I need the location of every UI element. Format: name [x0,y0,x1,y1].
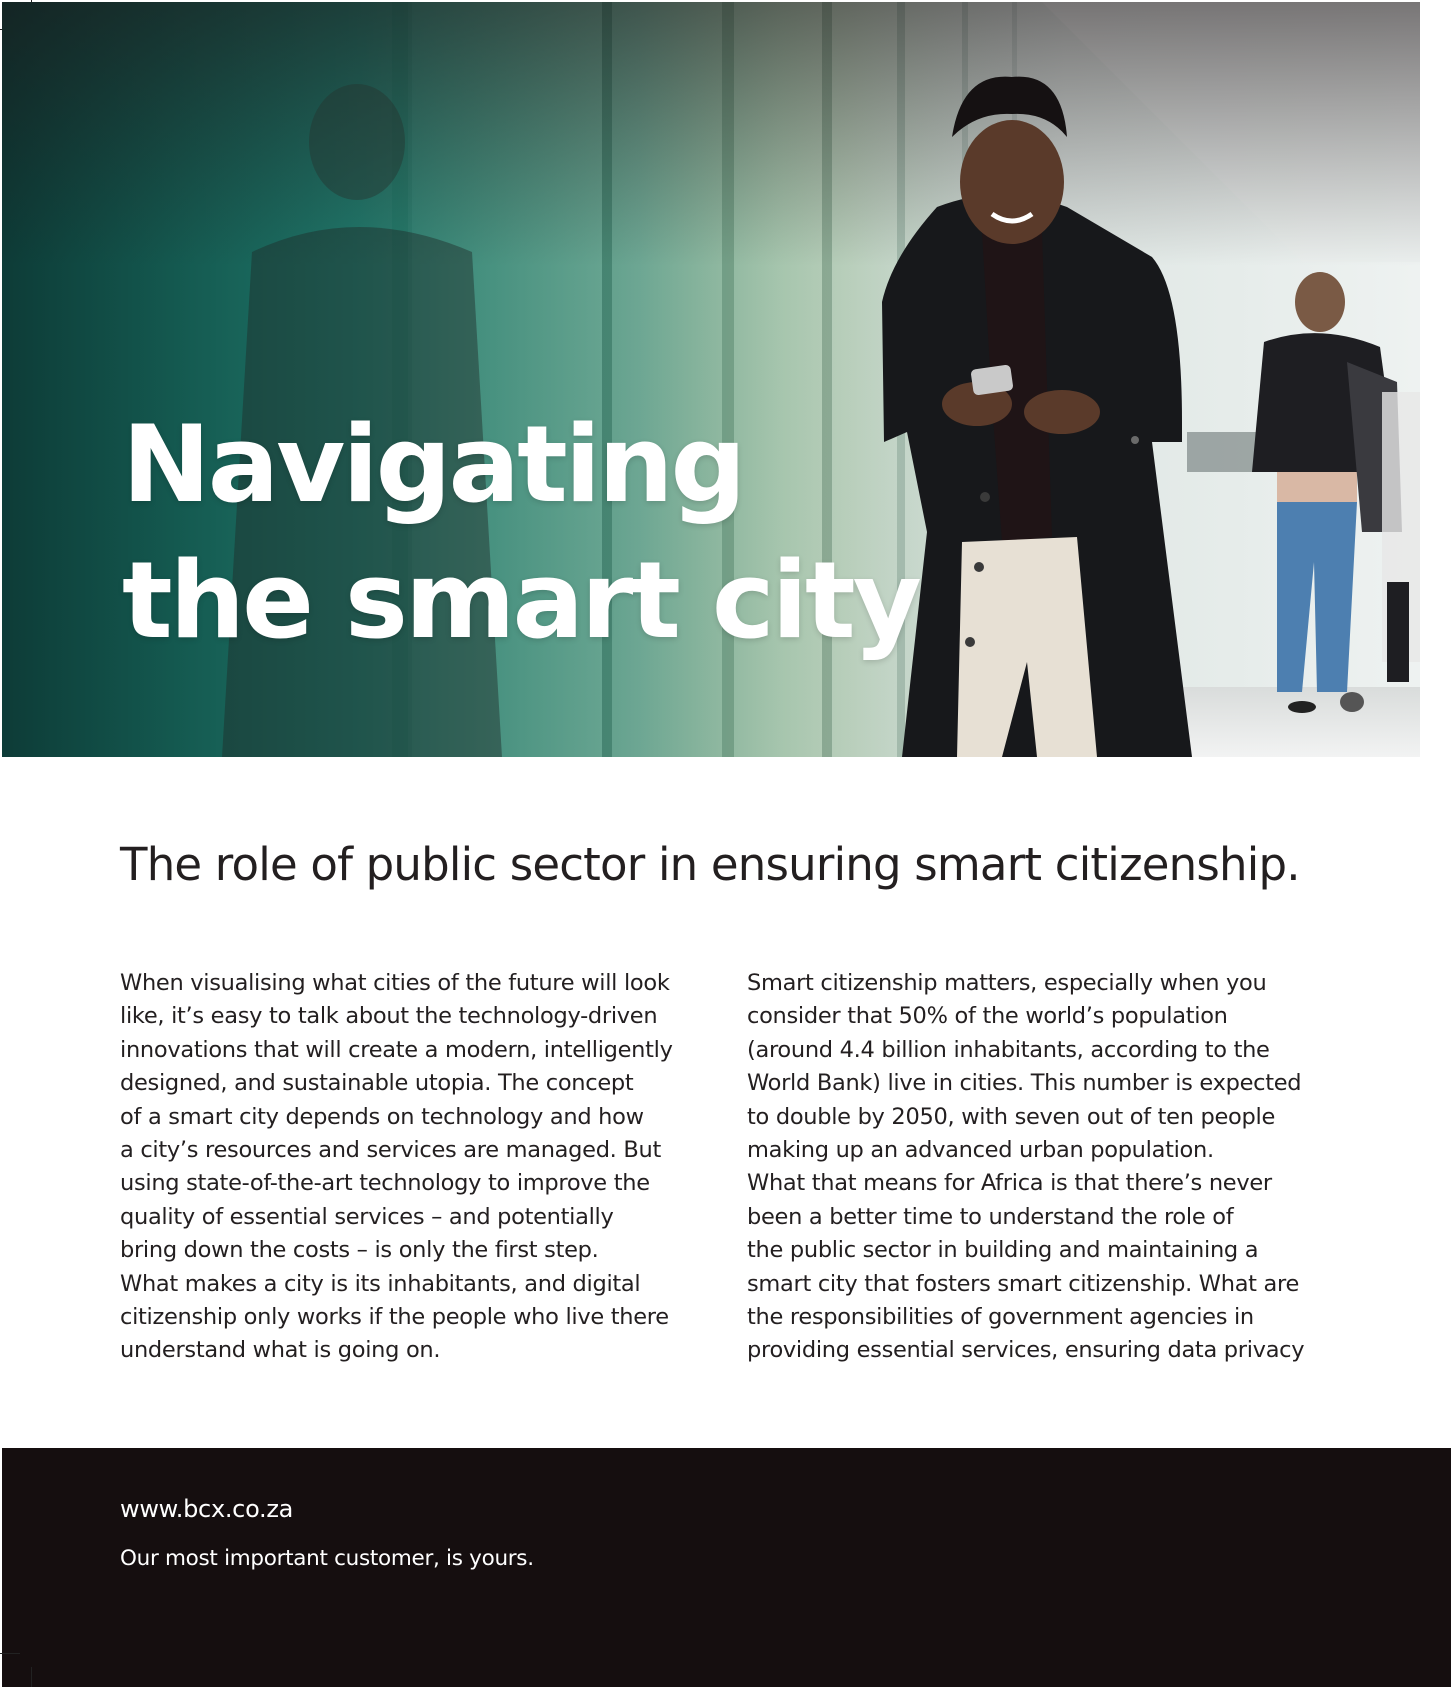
body-column-right [747,967,1347,1368]
hero-title-line-1: Navigating [122,403,744,526]
body-column-left [120,967,720,1368]
footer-website-link[interactable]: www.bcx.co.za [120,1495,294,1523]
article-subtitle: The role of public sector in ensuring smart citizenship. [120,838,1300,891]
crop-mark-bottom-left-horizontal [0,1653,20,1654]
footer-tagline: Our most important customer, is yours. [120,1546,534,1571]
hero-title [122,397,919,669]
hero-photo [2,2,1420,757]
body-text-right: Smart citizenship matters, especially when you consider that 50% of the world’s population (around 4.4 billion inhabitants, according to the World Bank) live in cities. This number is expected to double by 2050, with seven out of ten people making up an advanced urban population. What that means for Africa is that there’s never been a better time to understand the role of the public sector in building and maintaining a smart city that fosters smart citizenship. What are the responsibilities of government agencies in providing essential services, ensuring data privacy [747,970,1305,1364]
hero-title-line-2: the smart city [122,539,919,662]
body-text-left: When visualising what cities of the future will look like, it’s easy to talk about the technology-driven innovations that will create a modern, intelligently designed, and sustainable utopia. The concept of a smart city depends on technology and how a city’s resources and services are managed. But using state-of-the-art technology to improve the quality of essential services – and potentially bring down the costs – is only the first step. What makes a city is its inhabitants, and digital citizenship only works if the people who live there understand what is going on. [120,970,673,1364]
footer-band [2,1448,1451,1687]
crop-mark-bottom-left-vertical [31,1667,32,1687]
